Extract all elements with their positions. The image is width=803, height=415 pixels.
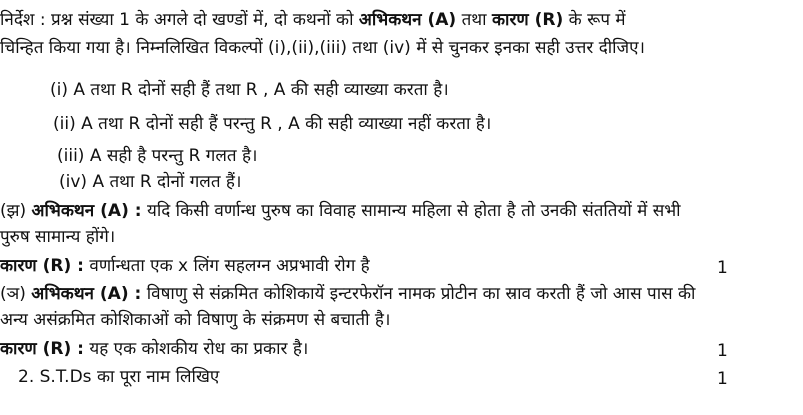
marks-value: 1 <box>717 341 728 361</box>
question-nya-assertion-line-2: अन्य असंक्रमित कोशिकाओं को विषाणु के संक्रमण से बचाती है। <box>0 310 391 330</box>
instructions-text-3: के रूप में <box>568 10 626 30</box>
assertion-text: यदि किसी वर्णान्ध पुरुष का विवाह सामान्य महिला से होता है तो उनकी संततियों में सभी <box>146 201 681 221</box>
question-jha-assertion-line-1 <box>0 200 681 222</box>
assertion-label: अभिकथन (A) : <box>31 201 142 221</box>
marks-value: 1 <box>717 369 728 389</box>
instructions-text-1: प्रश्न संख्या 1 के अगले दो खण्डों में, दो कथनों को <box>50 10 354 30</box>
instructions-line-1 <box>0 9 626 31</box>
option-i: (i) A तथा R दोनों सही हैं तथा R , A की सही व्याख्या करता है। <box>50 80 449 100</box>
instructions-line-2: चिन्हित किया गया है। निम्नलिखित विकल्पों (i),(ii),(iii) तथा (iv) में से चुनकर इनका सही उत्तर दीजिए। <box>0 38 645 58</box>
assertion-term: अभिकथन (A) <box>358 10 457 30</box>
assertion-label: अभिकथन (A) : <box>31 284 142 304</box>
option-iii: (iii) A सही है परन्तु R गलत है। <box>57 146 258 166</box>
question-number: (झ) <box>0 201 27 221</box>
question-2: 2. S.T.Ds का पूरा नाम लिखिए <box>18 367 220 387</box>
reason-term: कारण (R) <box>491 10 564 30</box>
question-nya-reason <box>0 338 308 360</box>
question-jha-assertion-line-2: पुरुष सामान्य होंगे। <box>0 227 116 247</box>
instructions-lead: निर्देश : <box>0 10 46 30</box>
reason-label: कारण (R) : <box>0 339 84 359</box>
option-ii: (ii) A तथा R दोनों सही हैं परन्तु R , A की सही व्याख्या नहीं करता है। <box>53 114 492 134</box>
reason-label: कारण (R) : <box>0 256 84 276</box>
reason-text: यह एक कोशकीय रोध का प्रकार है। <box>89 339 309 359</box>
question-nya-assertion-line-1 <box>0 283 695 305</box>
marks-value: 1 <box>717 258 728 278</box>
option-iv: (iv) A तथा R दोनों गलत हैं। <box>59 172 242 192</box>
question-jha-reason <box>0 255 370 277</box>
assertion-text: विषाणु से संक्रमित कोशिकायें इन्टरफेरॉन नामक प्रोटीन का स्राव करती हैं जो आस पास की <box>146 284 696 304</box>
question-number: (ञ) <box>0 284 26 304</box>
reason-text: वर्णान्धता एक x लिंग सहलग्न अप्रभावी रोग है <box>89 256 370 276</box>
instructions-text-2: तथा <box>461 10 487 30</box>
